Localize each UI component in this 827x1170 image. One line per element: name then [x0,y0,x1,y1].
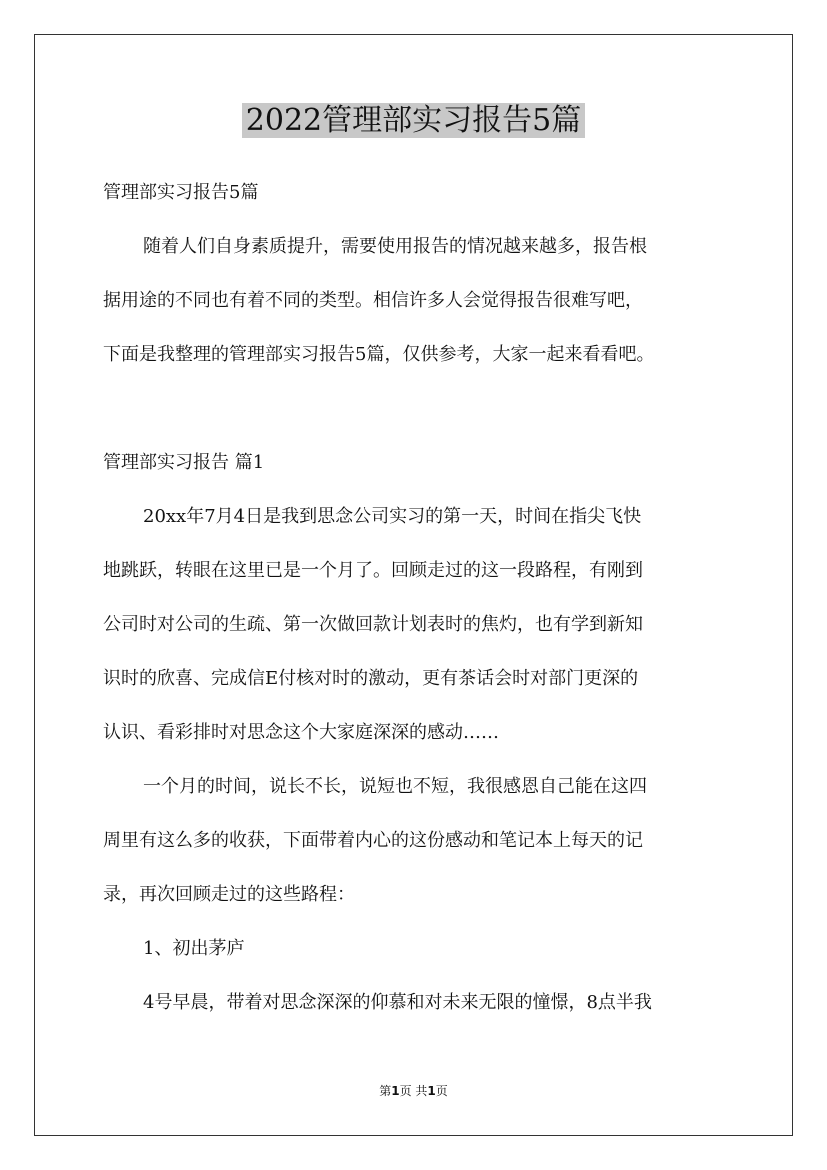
document-body [103,175,743,1021]
footer-mid: 页 共 [399,1084,428,1098]
intro-line-1: 随着人们自身素质提升，需要使用报告的情况越来越多，报告根 [143,236,647,257]
para2-line-2: 周里有这么多的收获，下面带着内心的这份感动和笔记本上每天的记 [103,830,643,851]
intro-line-3: 下面是我整理的管理部实习报告5篇，仅供参考，大家一起来看看吧。 [103,344,655,365]
para2-line-3: 录，再次回顾走过的这些路程： [103,884,355,905]
paragraph-1 [103,499,743,751]
para1-line-2: 地跳跃，转眼在这里已是一个月了。回顾走过的这一段路程，有刚到 [103,560,643,581]
page-footer [0,1082,827,1100]
para1-line-1: 20xx年7月4日是我到思念公司实习的第一天，时间在指尖飞快 [143,506,642,527]
list-item-1: 1、初出茅庐 [143,938,245,959]
intro-paragraph [103,229,743,373]
footer-prefix: 第 [379,1084,392,1098]
para1-line-5: 认识、看彩排时对思念这个大家庭深深的感动…… [103,722,499,743]
document-subtitle: 管理部实习报告5篇 [103,182,259,203]
section-heading-1: 管理部实习报告 篇1 [103,452,265,473]
document-title [0,100,827,142]
footer-suffix: 页 [435,1084,448,1098]
footer-page-total: 1 [427,1084,436,1098]
intro-line-2: 据用途的不同也有着不同的类型。相信许多人会觉得报告很难写吧， [103,290,643,311]
paragraph-2 [103,769,743,913]
para1-line-3: 公司时对公司的生疏、第一次做回款计划表时的焦灼，也有学到新知 [103,614,643,635]
para2-line-1: 一个月的时间，说长不长，说短也不短，我很感恩自己能在这四 [143,776,647,797]
para1-line-4: 识时的欣喜、完成信E付核对时的激动，更有茶话会时对部门更深的 [103,668,639,689]
footer-page-current: 1 [391,1084,400,1098]
para3-line-1: 4号早晨，带着对思念深深的仰慕和对未来无限的憧憬，8点半我 [143,992,652,1013]
document-title-text: 2022管理部实习报告5篇 [242,103,585,138]
paragraph-3 [103,985,743,1021]
